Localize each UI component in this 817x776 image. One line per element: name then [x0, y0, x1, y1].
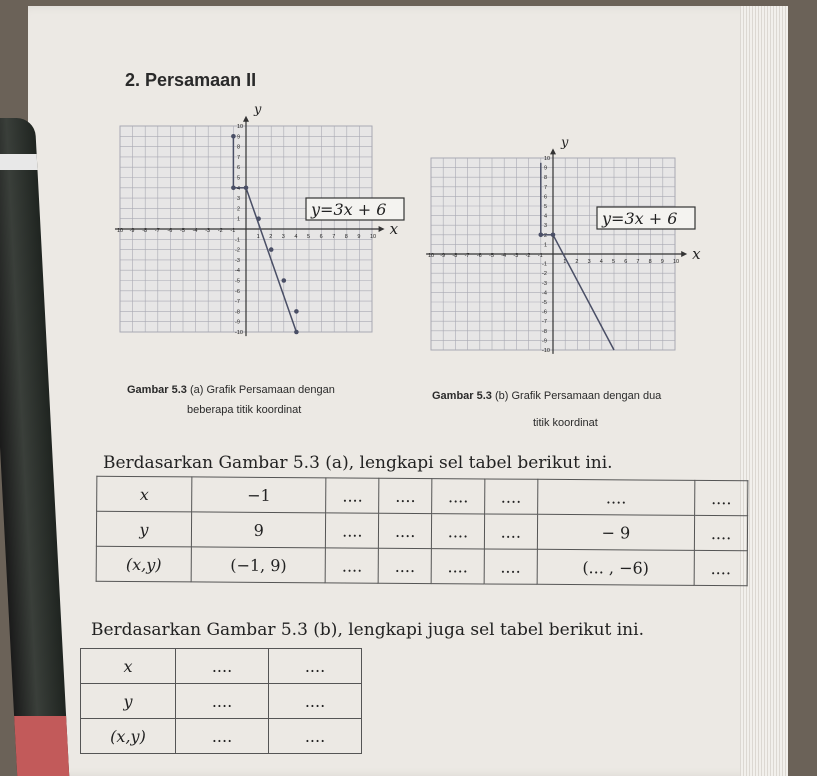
graph-a [117, 102, 418, 353]
caption-a-label: Gambar 5.3 [127, 384, 187, 396]
plot-point [551, 233, 556, 238]
graph-b [425, 132, 710, 360]
plot-point [269, 247, 274, 252]
x-tick-label: 6 [624, 259, 628, 265]
section-title: Persamaan II [145, 70, 257, 90]
x-tick-label: 8 [648, 259, 652, 265]
plot-point [256, 216, 261, 221]
x-tick-label: 4 [294, 234, 298, 240]
y-tick-label: 7 [544, 184, 548, 191]
y-tick-label: 10 [544, 156, 551, 162]
x-tick-label: -9 [129, 228, 135, 234]
x-tick-label: 7 [636, 259, 640, 265]
x-tick-label: 10 [673, 259, 680, 265]
table-cell[interactable]: .... [269, 719, 362, 754]
x-tick-label: 2 [269, 234, 273, 240]
instruction-a: Berdasarkan Gambar 5.3 (a), lengkapi sel tabel berikut ini. [103, 453, 613, 473]
y-tick-label: 9 [544, 165, 548, 172]
pencil-band [0, 154, 37, 170]
table-cell[interactable]: .... [695, 480, 748, 515]
x-tick-label: 1 [563, 259, 567, 265]
y-tick-label: 6 [237, 165, 241, 172]
y-tick-label: -2 [235, 247, 240, 254]
y-tick-label: 3 [544, 223, 548, 230]
y-tick-label: -8 [235, 309, 240, 316]
y-tick-label: 8 [237, 144, 241, 151]
table-cell[interactable]: .... [379, 478, 432, 513]
x-tick-label: 3 [587, 259, 591, 265]
x-tick-label: -3 [513, 253, 519, 259]
table-cell[interactable]: .... [269, 649, 362, 684]
y-tick-label: 6 [544, 194, 548, 201]
y-tick-label: 1 [544, 242, 548, 249]
table-cell[interactable]: .... [431, 549, 484, 584]
y-tick-label: -5 [542, 300, 547, 306]
table-cell[interactable]: (−1, 9) [191, 547, 326, 583]
row-header-cell: (x,y) [81, 719, 176, 754]
y-tick-label: 4 [237, 185, 241, 192]
table-cell[interactable]: .... [326, 513, 379, 548]
y-tick-label: 2 [544, 232, 548, 239]
y-tick-label: 1 [237, 216, 241, 223]
table-cell[interactable]: .... [269, 684, 362, 719]
plot-point [282, 278, 287, 283]
y-tick-label: 10 [237, 124, 244, 130]
table-cell[interactable]: − 9 [537, 514, 695, 550]
x-tick-label: -4 [192, 228, 198, 234]
y-tick-label: -3 [542, 280, 547, 287]
table-cell[interactable]: .... [537, 479, 695, 515]
plot-point [231, 186, 236, 191]
table-cell[interactable]: .... [326, 478, 379, 513]
table-cell[interactable]: (... , −6) [537, 549, 695, 585]
table-row [97, 476, 748, 516]
caption-b-line2-text: titik koordinat [533, 417, 598, 429]
y-tick-label: -6 [235, 288, 240, 295]
pencil-eraser [14, 716, 69, 776]
table-cell[interactable]: .... [379, 513, 432, 548]
y-tick-label: 2 [237, 206, 241, 213]
table-cell[interactable]: .... [176, 649, 269, 684]
y-tick-label: -10 [235, 330, 243, 336]
x-tick-label: 1 [256, 234, 260, 240]
table-cell[interactable]: 9 [191, 512, 326, 548]
y-tick-label: -8 [542, 328, 547, 335]
table-cell[interactable]: .... [326, 548, 379, 583]
y-tick-label: -7 [542, 319, 547, 326]
y-tick-label: -9 [542, 338, 547, 345]
table-b [80, 648, 362, 754]
x-tick-label: -9 [440, 253, 446, 259]
y-tick-label: 8 [544, 175, 548, 182]
table-cell[interactable]: .... [484, 479, 537, 514]
caption-a-line2-text: beberapa titik koordinat [187, 404, 302, 416]
y-tick-label: -10 [542, 348, 550, 354]
section-heading [125, 70, 256, 91]
table-cell[interactable]: .... [378, 548, 431, 583]
caption-b-line1: (b) Grafik Persamaan dengan dua [494, 390, 662, 402]
equation-label: y=3x + 6 [311, 200, 387, 219]
table-row [81, 649, 362, 684]
equation-label: y=3x + 6 [602, 209, 678, 228]
x-tick-label: 10 [428, 253, 435, 259]
x-tick-label: 6 [319, 234, 323, 240]
x-tick-label: 3 [281, 234, 285, 240]
x-tick-label: -2 [217, 228, 223, 234]
y-tick-label: -4 [542, 290, 547, 297]
y-tick-label: 3 [237, 196, 241, 203]
x-axis-arrow [379, 226, 385, 232]
y-tick-label: 5 [237, 175, 241, 182]
y-tick-label: 4 [544, 213, 548, 220]
table-row [81, 684, 362, 719]
y-axis-arrow [243, 116, 249, 122]
plot-point [231, 134, 236, 139]
x-tick-label: -7 [464, 253, 470, 259]
x-tick-label: 9 [660, 259, 664, 265]
x-tick-label: 10 [370, 234, 377, 240]
x-tick-label: -5 [489, 253, 494, 259]
table-cell[interactable]: .... [432, 479, 485, 514]
table-cell[interactable]: −1 [192, 477, 327, 513]
plot-point [244, 186, 249, 191]
y-tick-label: -6 [542, 309, 547, 316]
caption-a-line1: (a) Grafik Persamaan dengan [189, 384, 335, 396]
x-tick-label: -4 [501, 253, 507, 259]
table-row [96, 546, 747, 586]
table-cell[interactable]: .... [431, 514, 484, 549]
y-axis-label: y [561, 135, 569, 151]
y-tick-label: -5 [235, 278, 240, 285]
x-tick-label: -8 [142, 228, 148, 234]
table-cell[interactable]: .... [695, 515, 748, 550]
table-cell[interactable]: .... [484, 514, 537, 549]
x-tick-label: 9 [357, 234, 361, 240]
x-tick-label: -3 [205, 228, 211, 234]
caption-b [432, 390, 661, 402]
y-tick-label: -7 [235, 299, 240, 306]
row-header-cell: (x,y) [96, 546, 191, 582]
page-stack-edge [740, 6, 788, 776]
x-axis-label: x [692, 245, 701, 263]
table-cell[interactable]: .... [484, 549, 537, 584]
plot-point [294, 330, 299, 335]
y-tick-label: -2 [542, 271, 547, 278]
row-header-cell: y [81, 684, 176, 719]
y-tick-label: -9 [235, 319, 240, 326]
caption-a [127, 384, 335, 396]
table-row [96, 511, 747, 551]
x-tick-label: 5 [612, 259, 616, 265]
table-row [81, 719, 362, 754]
caption-b-label: Gambar 5.3 [432, 390, 492, 402]
instruction-b: Berdasarkan Gambar 5.3 (b), lengkapi juga sel tabel berikut ini. [91, 620, 644, 640]
x-tick-label: -8 [452, 253, 458, 259]
x-tick-label: -2 [525, 253, 531, 259]
y-tick-label: -1 [235, 237, 240, 244]
x-tick-label: 8 [344, 234, 348, 240]
table-cell[interactable]: .... [176, 684, 269, 719]
y-tick-label: 9 [237, 134, 241, 141]
y-tick-label: -1 [542, 261, 547, 268]
section-number: 2. [125, 70, 141, 90]
x-tick-label: -6 [167, 228, 173, 234]
y-axis-label: y [254, 102, 262, 118]
x-tick-label: -1 [230, 228, 236, 234]
table-a [96, 476, 749, 587]
x-tick-label: 7 [332, 234, 336, 240]
y-tick-label: 5 [544, 204, 548, 210]
x-axis-arrow [681, 251, 687, 257]
plot-point [294, 309, 299, 314]
y-axis-arrow [550, 148, 556, 154]
x-tick-label: -1 [537, 253, 543, 259]
x-tick-label: 2 [575, 259, 579, 265]
plot-point [539, 233, 544, 238]
x-tick-label: 10 [117, 228, 124, 234]
y-tick-label: 7 [237, 154, 241, 161]
x-tick-label: 5 [307, 234, 311, 240]
x-tick-label: -6 [476, 253, 482, 259]
row-header-cell: x [81, 649, 176, 684]
y-tick-label: -3 [235, 257, 240, 264]
row-header-cell: x [97, 476, 192, 512]
x-tick-label: 4 [599, 259, 603, 265]
x-axis-label: x [389, 220, 399, 238]
table-cell[interactable]: .... [176, 719, 269, 754]
x-tick-label: -7 [154, 228, 160, 234]
x-tick-label: -5 [180, 228, 185, 234]
y-tick-label: -4 [235, 268, 240, 275]
row-header-cell: y [96, 511, 191, 547]
table-cell[interactable]: .... [694, 550, 747, 585]
